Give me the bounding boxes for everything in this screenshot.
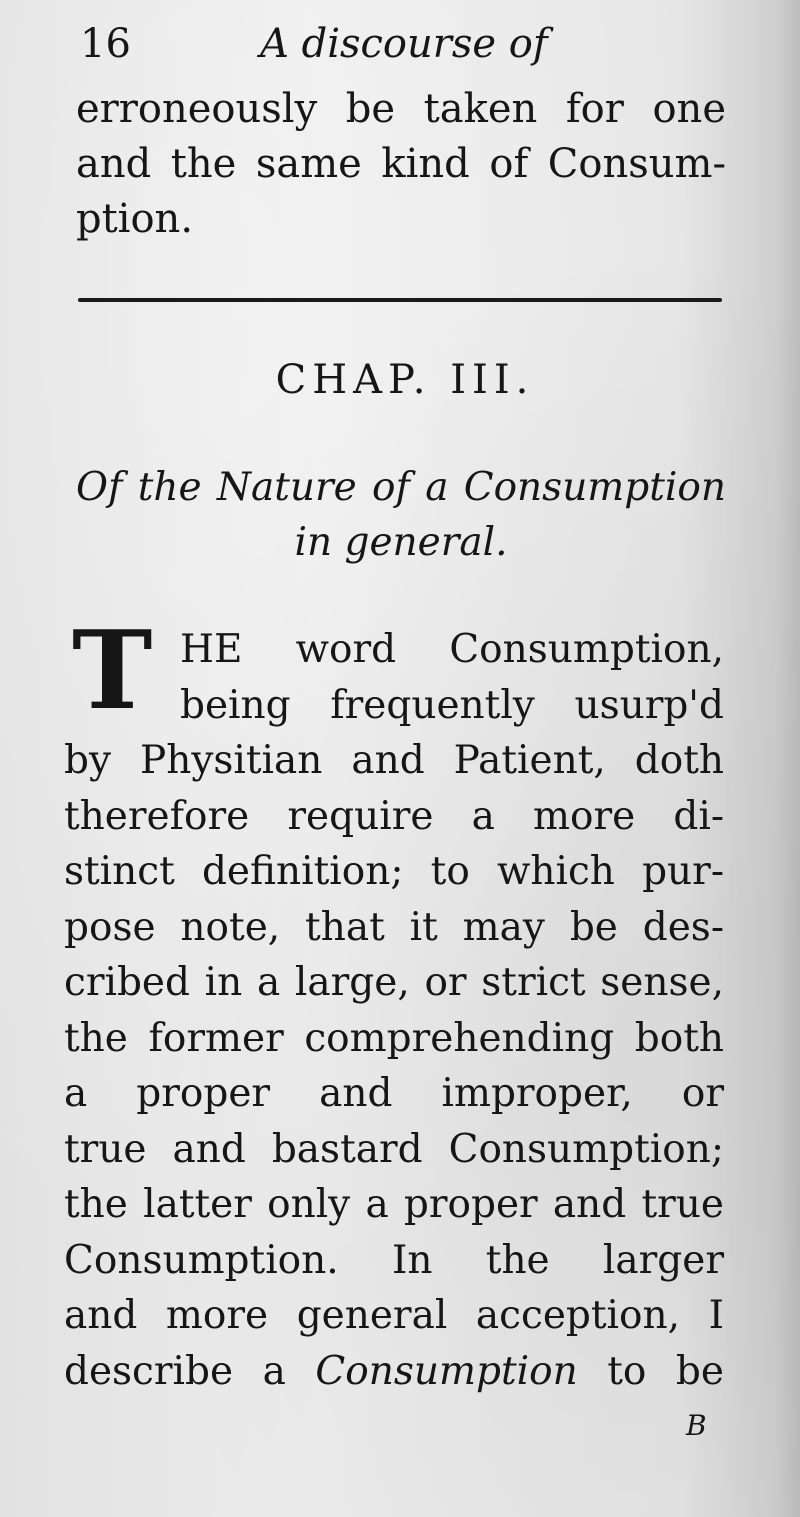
- text-line: a proper and improper, or: [64, 1071, 724, 1116]
- text-line: and the same kind of Consum-: [76, 141, 726, 187]
- body-lines: [64, 733, 724, 1399]
- chapter-subtitle: [76, 460, 726, 570]
- text-line: pose note, that it may be des-: [64, 904, 724, 950]
- text-line: cribed in a large, or strict sense,: [64, 960, 724, 1005]
- section-divider: [78, 298, 722, 302]
- text-line: Consumption. In the larger: [64, 1237, 724, 1283]
- text-line: HE word Consumption,: [180, 627, 724, 672]
- drop-cap: T: [72, 608, 153, 734]
- text-line: being frequently usurp'd: [180, 682, 724, 728]
- text-line: by Physitian and Patient, doth: [64, 738, 724, 783]
- text-line: stinct definition; to which pur-: [64, 849, 724, 894]
- page-number: 16: [80, 21, 131, 67]
- chapter-heading: [0, 350, 800, 410]
- drop-cap-block: [64, 608, 724, 734]
- text-run: describe a: [64, 1348, 286, 1394]
- italic-word: Consumption: [315, 1348, 578, 1394]
- chapter-subtitle-line: Of the Nature of a Consumption: [76, 465, 726, 510]
- text-line: therefore require a more di-: [64, 793, 724, 839]
- chapter-subtitle-line: in general.: [294, 520, 508, 565]
- text-line: [64, 1344, 724, 1400]
- carryover-paragraph: [76, 82, 726, 247]
- text-line: ption.: [76, 196, 194, 242]
- text-line: true and bastard Consumption;: [64, 1126, 724, 1172]
- page-header: [80, 14, 730, 74]
- body-paragraph: [64, 608, 724, 1399]
- text-line: and more general acception, I: [64, 1293, 724, 1338]
- running-head: A discourse of: [260, 21, 548, 67]
- chapter-heading-text: CHAP. III.: [275, 357, 535, 403]
- text-line: the latter only a proper and true: [64, 1182, 724, 1227]
- text-line: erroneously be taken for one: [76, 86, 726, 132]
- text-run: to be: [607, 1348, 724, 1394]
- text-line: the former comprehending both: [64, 1015, 724, 1061]
- catchword-signature: B: [686, 1409, 707, 1442]
